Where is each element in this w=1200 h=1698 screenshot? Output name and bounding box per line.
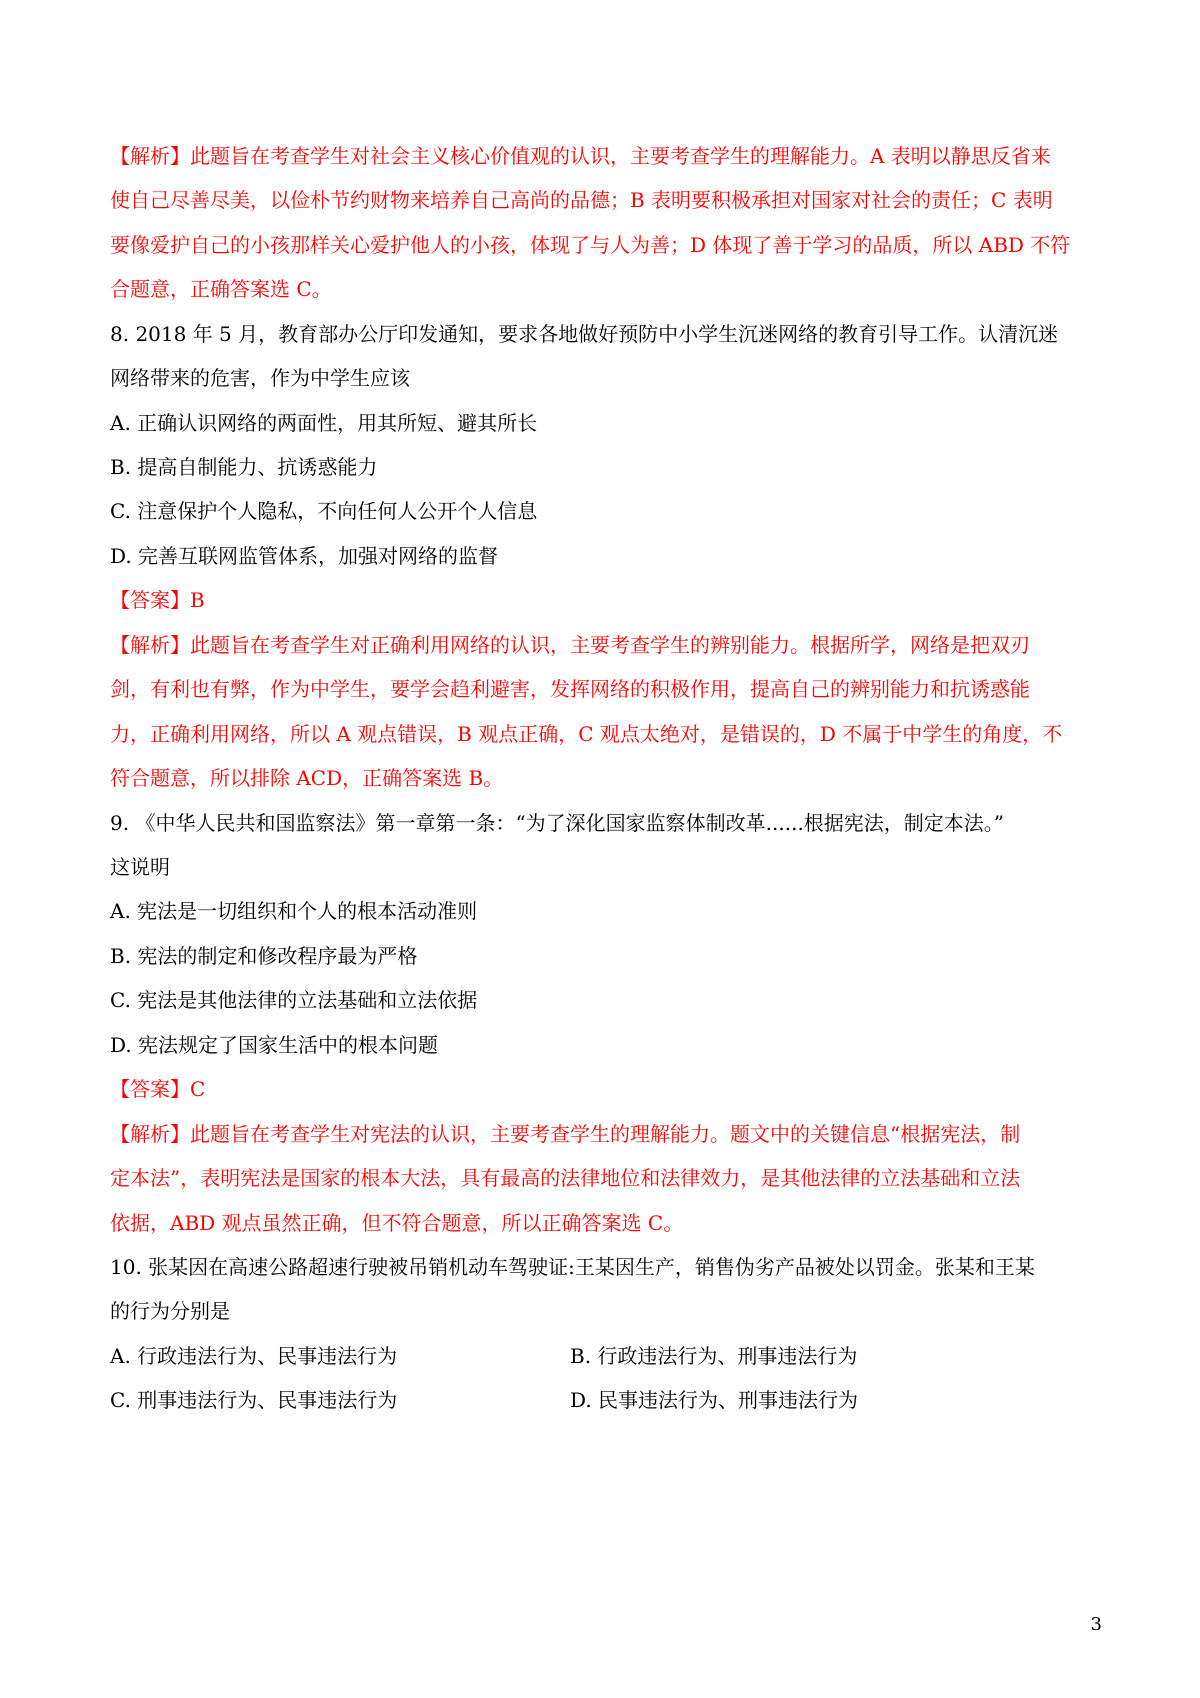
q8-option-a: A. 正确认识网络的两面性，用其所短、避其所长 xyxy=(110,411,538,435)
q10-option-c: C. 刑事违法行为、民事违法行为 xyxy=(110,1388,398,1412)
q8-option-c: C. 注意保护个人隐私，不向任何人公开个人信息 xyxy=(110,499,538,523)
q9-explanation-line-2: 定本法”，表明宪法是国家的根本大法，具有最高的法律地位和法律效力，是其他法律的立法基础和立法 xyxy=(110,1166,1021,1190)
q8-stem-line-1: 8. 2018 年 5 月，教育部办公厅印发通知，要求各地做好预防中小学生沉迷网络的教育引导工作。认清沉迷 xyxy=(110,322,1059,346)
q9-explanation-line-1 xyxy=(110,1120,1100,1148)
q8-explanation-line-2: 剑，有利也有弊，作为中学生，要学会趋利避害，发挥网络的积极作用，提高自己的辨别能力和抗诱惑能 xyxy=(110,677,1030,701)
q9-option-d: D. 宪法规定了国家生活中的根本问题 xyxy=(110,1033,439,1057)
q8-explanation-line-4: 符合题意，所以排除 ACD，正确答案选 B。 xyxy=(110,766,504,790)
q9-answer-value: C xyxy=(190,1077,206,1101)
q8-explanation-text-1: 此题旨在考查学生对正确利用网络的认识，主要考查学生的辨别能力。根据所学，网络是把双刃 xyxy=(190,633,1030,657)
q7-explanation-text-1: 此题旨在考查学生对社会主义核心价值观的认识，主要考查学生的理解能力。A 表明以静思反省来 xyxy=(190,144,1051,168)
q8-explanation-tag: 【解析】 xyxy=(110,633,190,657)
q10-option-b: B. 行政违法行为、刑事违法行为 xyxy=(570,1344,858,1368)
q8-explanation-line-1 xyxy=(110,631,1100,659)
q9-option-b: B. 宪法的制定和修改程序最为严格 xyxy=(110,944,418,968)
q7-explanation-tag: 【解析】 xyxy=(110,144,190,168)
q9-answer xyxy=(110,1075,1100,1103)
q8-answer-tag: 【答案】 xyxy=(110,588,190,612)
page-number: 3 xyxy=(1090,1614,1102,1635)
q9-stem-line-1: 9. 《中华人民共和国监察法》第一章第一条：“为了深化国家监察体制改革......根据宪法，制定本法。” xyxy=(110,811,1005,835)
q10-options-row-1 xyxy=(110,1342,1100,1370)
q8-answer-value: B xyxy=(190,588,205,612)
q8-option-d: D. 完善互联网监管体系，加强对网络的监督 xyxy=(110,544,499,568)
q8-stem-line-2: 网络带来的危害，作为中学生应该 xyxy=(110,366,410,390)
q9-explanation-tag: 【解析】 xyxy=(110,1122,190,1146)
q10-stem-line-1: 10. 张某因在高速公路超速行驶被吊销机动车驾驶证:王某因生产，销售伪劣产品被处以罚金。张某和王某 xyxy=(110,1255,1035,1279)
q10-option-d: D. 民事违法行为、刑事违法行为 xyxy=(570,1388,859,1412)
q10-option-a: A. 行政违法行为、民事违法行为 xyxy=(110,1344,398,1368)
q9-explanation-text-1: 此题旨在考查学生对宪法的认识，主要考查学生的理解能力。题文中的关键信息“根据宪法，制 xyxy=(190,1122,1021,1146)
q8-option-b: B. 提高自制能力、抗诱惑能力 xyxy=(110,455,378,479)
q9-stem-line-2: 这说明 xyxy=(110,855,170,879)
q7-explanation-line-4: 合题意，正确答案选 C。 xyxy=(110,277,332,301)
q9-option-a: A. 宪法是一切组织和个人的根本活动准则 xyxy=(110,899,478,923)
q9-option-c: C. 宪法是其他法律的立法基础和立法依据 xyxy=(110,988,478,1012)
q8-explanation-line-3: 力，正确利用网络，所以 A 观点错误，B 观点正确，C 观点太绝对，是错误的，D 不属于中学生的角度，不 xyxy=(110,722,1063,746)
q10-stem-line-2: 的行为分别是 xyxy=(110,1299,230,1323)
q7-explanation-line-2: 使自己尽善尽美，以俭朴节约财物来培养自己高尚的品德；B 表明要积极承担对国家对社会的责任；C 表明 xyxy=(110,188,1053,212)
q10-options-row-2 xyxy=(110,1386,1100,1414)
q9-answer-tag: 【答案】 xyxy=(110,1077,190,1101)
q8-answer xyxy=(110,586,1100,614)
q9-explanation-line-3: 依据，ABD 观点虽然正确，但不符合题意，所以正确答案选 C。 xyxy=(110,1211,684,1235)
q7-explanation-line-3: 要像爱护自己的小孩那样关心爱护他人的小孩，体现了与人为善；D 体现了善于学习的品质，所以 ABD 不符 xyxy=(110,233,1071,257)
q7-explanation-line-1 xyxy=(110,142,1100,170)
